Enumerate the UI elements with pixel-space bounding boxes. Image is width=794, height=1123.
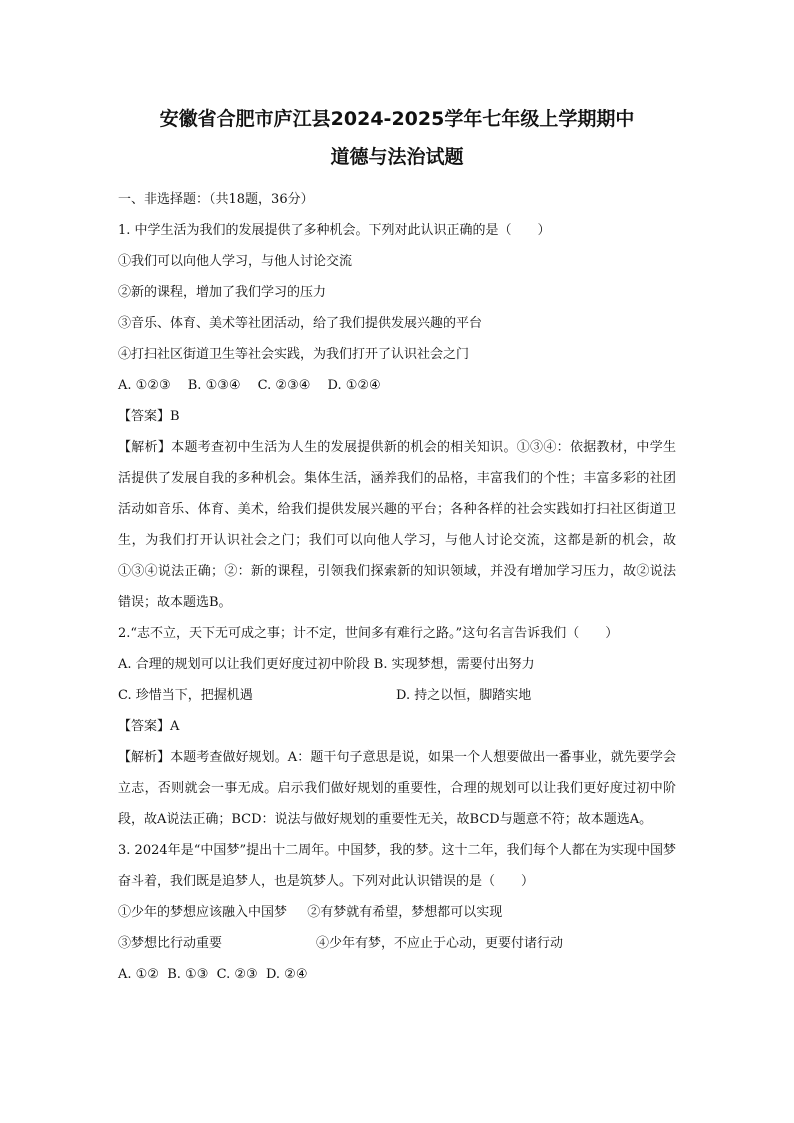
analysis: 【解析】本题考查做好规划。A：题干句子意思是说，如果一个人想要做出一番事业，就先要学会立志，否则就会一事无成。启示我们做好规划的重要性，合理的规划可以让我们更好度过初中阶段，故A说法正确；BCD：说法与做好规划的重要性无关，故BCD与题意不符；故本题选A。: [118, 750, 676, 827]
answer: 【答案】A: [118, 719, 180, 734]
statement-1: ①我们可以向他人学习，与他人讨论交流: [118, 254, 353, 269]
options-row-1: [118, 649, 676, 680]
question-stem: 1. 中学生活为我们的发展提供了多种机会。下列对此认识正确的是（ ）: [118, 223, 551, 238]
statement-2: ②有梦就有希望，梦想都可以实现: [307, 905, 503, 920]
option-a: A. 合理的规划可以让我们更好度过初中阶段: [118, 657, 370, 672]
doc-title-line2: 道德与法治试题: [330, 146, 464, 168]
options-row-2: [118, 680, 676, 711]
statements-row-2: [118, 928, 676, 959]
option-c: C. 珍惜当下，把握机遇: [118, 688, 253, 703]
statements-row-1: [118, 897, 676, 928]
statement-4: ④打扫社区街道卫生等社会实践，为我们打开了认识社会之门: [118, 347, 470, 362]
question-stem: 2.“志不立，天下无可成之事；计不定，世间多有难行之路。”这句名言告诉我们（ ）: [118, 626, 619, 641]
analysis: 【解析】本题考查初中生活为人生的发展提供新的机会的相关知识。①③④：依据教材，中学生活提供了发展自我的多种机会。集体生活，涵养我们的品格，丰富我们的个性；丰富多彩的社团活动如音乐、体育、美术，给我们提供发展兴趣的平台；各种各样的社会实践如打扫社区街道卫生，为我们打开认识社会之门；我们可以向他人学习，与他人讨论交流，这都是新的机会，故①③④说法正确；②：新的课程，引领我们探索新的知识领域，并没有增加学习压力，故②说法错误；故本题选B。: [118, 440, 676, 610]
answer: 【答案】B: [118, 409, 180, 424]
statement-4: ④少年有梦，不应止于心动，更要付诸行动: [316, 936, 564, 951]
question-1: [118, 215, 676, 618]
question-2: [118, 618, 676, 835]
statement-2: ②新的课程，增加了我们学习的压力: [118, 285, 327, 300]
statement-1: ①少年的梦想应该融入中国梦: [118, 905, 288, 920]
statement-3: ③梦想比行动重要: [118, 936, 223, 951]
doc-title-line1: 安徽省合肥市庐江县2024-2025学年七年级上学期期中: [159, 108, 635, 130]
option-b: B. 实现梦想，需要付出努力: [373, 657, 535, 672]
section-heading: 一、非选择题：（共18题，36分）: [118, 192, 314, 207]
answer-choices: A. ①②③ B. ①③④ C. ②③④ D. ①②④: [118, 378, 381, 393]
statement-3: ③音乐、体育、美术等社团活动，给了我们提供发展兴趣的平台: [118, 316, 483, 331]
answer-choices: A. ①② B. ①③ C. ②③ D. ②④: [118, 967, 308, 982]
question-3: [118, 835, 676, 990]
question-stem: 3. 2024年是“中国梦”提出十二周年。中国梦，我的梦。这十二年，我们每个人都在为实现中国梦奋斗着，我们既是追梦人，也是筑梦人。下列对此认识错误的是（ ）: [118, 843, 676, 889]
option-d: D. 持之以恒，脚踏实地: [396, 688, 532, 703]
